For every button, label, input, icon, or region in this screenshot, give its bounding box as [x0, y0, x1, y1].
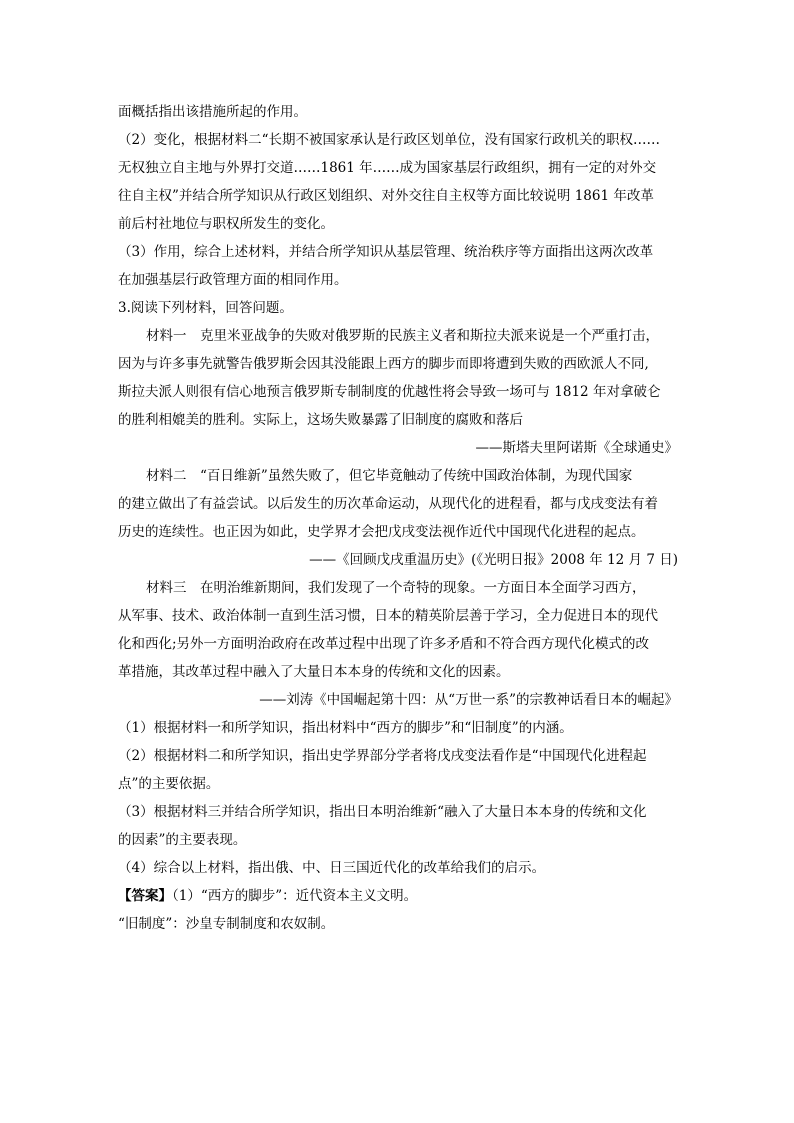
material-1	[118, 322, 678, 462]
material-2-line-1: 材料二 “百日维新”虽然失败了，但它毕竟触动了传统中国政治体制，为现代国家	[146, 468, 633, 484]
material-3-line-4: 革措施，其改革过程中融入了大量日本本身的传统和文化的因素。	[118, 664, 510, 680]
material-2-source: ——《回顾戊戌重温历史》(《光明日报》2008 年 12 月 7 日)	[309, 552, 678, 568]
answer-block	[118, 882, 678, 938]
q2-subquestion-2-line-2: 无权独立自主地与外界打交道……1861 年……成为国家基层行政组织，拥有一定的对外交	[118, 160, 657, 176]
material-1-line-2: 因为与许多事先就警告俄罗斯会因其没能跟上西方的脚步而即将遭到失败的西欧派人不同,	[118, 356, 649, 372]
material-1-line-3: 斯拉夫派人则很有信心地预言俄罗斯专制制度的优越性将会导致一场可与 1812 年对拿破仑	[118, 384, 661, 400]
document-page	[118, 98, 678, 938]
material-2	[118, 462, 678, 574]
answer-line-1	[118, 882, 678, 910]
material-2-line-2: 的建立做出了有益尝试。以后发生的历次革命运动，从现代化的进程看，都与戊戌变法有着	[118, 496, 658, 512]
q2-subquestion-2-line-3: 往自主权”并结合所学知识从行政区划组织、对外交往自主权等方面比较说明 1861 年改革	[118, 188, 654, 204]
material-2-line-3: 历史的连续性。也正因为如此，史学界才会把戊戌变法视作近代中国现代化进程的起点。	[118, 524, 645, 540]
question-2-line-2: 点”的主要依据。	[118, 776, 220, 792]
answer-label: 【答案】	[118, 888, 172, 904]
material-3-source: ——刘涛《中国崛起第十四：从“万世一系”的宗教神话看日本的崛起》	[259, 692, 678, 708]
question-4: （4）综合以上材料，指出俄、中、日三国近代化的改革给我们的启示。	[118, 860, 546, 876]
q2-subquestion-3-line-2: 在加强基层行政管理方面的相同作用。	[118, 272, 348, 288]
question-1: （1）根据材料一和所学知识，指出材料中“西方的脚步”和“旧制度”的内涵。	[118, 720, 573, 736]
q2-subquestion-2-line-1: （2）变化，根据材料二“长期不被国家承认是行政区划单位，没有国家行政机关的职权……	[118, 132, 660, 148]
question-list	[118, 714, 678, 882]
material-1-source: ——斯塔夫里阿诺斯《全球通史》	[475, 440, 678, 456]
material-3-line-3: 化和西化;另外一方面明治政府在改革过程中出现了许多矛盾和不符合西方现代化模式的改	[118, 636, 650, 652]
q2-subquestion-2-line-4: 前后村社地位与职权所发生的变化。	[118, 216, 334, 232]
answer-line-2: “旧制度”：沙皇专制制度和农奴制。	[118, 916, 335, 932]
question-3-line-2: 的因素”的主要表现。	[118, 832, 247, 848]
material-3	[118, 574, 678, 714]
material-3-line-2: 从军事、技术、政治体制一直到生活习惯，日本的精英阶层善于学习，全力促进日本的现代	[118, 608, 658, 624]
question-2-line-1: （2）根据材料二和所学知识，指出史学界部分学者将戊戌变法看作是“中国现代化进程起	[118, 748, 647, 764]
q3-heading: 3.阅读下列材料，回答问题。	[118, 300, 293, 316]
q2-text-line-1: 面概括指出该措施所起的作用。	[118, 104, 307, 120]
question-3-line-1: （3）根据材料三并结合所学知识，指出日本明治维新“融入了大量日本本身的传统和文化	[118, 804, 647, 820]
answer-text-1: （1）“西方的脚步”：近代资本主义文明。	[172, 888, 418, 904]
q2-subquestion-3-line-1: （3）作用，综合上述材料，并结合所学知识从基层管理、统治秩序等方面指出这两次改革	[118, 244, 654, 260]
material-3-line-1: 材料三 在明治维新期间，我们发现了一个奇特的现象。一方面日本全面学习西方，	[146, 580, 646, 596]
material-1-line-4: 的胜利相媲美的胜利。实际上，这场失败暴露了旧制度的腐败和落后	[118, 412, 523, 428]
material-1-line-1: 材料一 克里米亚战争的失败对俄罗斯的民族主义者和斯拉夫派来说是一个严重打击，	[146, 328, 659, 344]
